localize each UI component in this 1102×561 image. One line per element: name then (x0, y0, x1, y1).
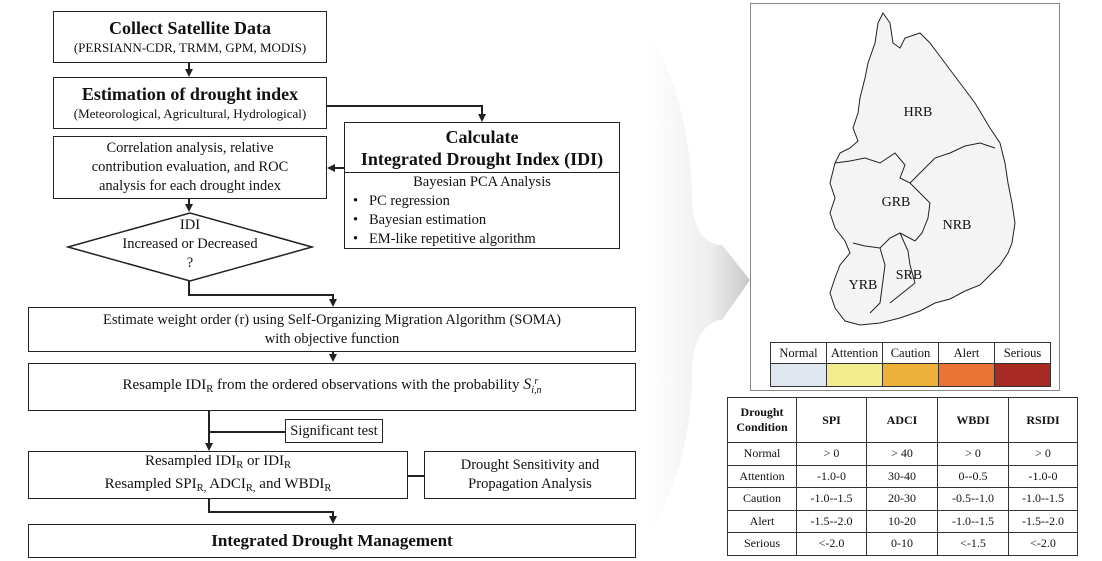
soma-line-2: with objective function (264, 330, 400, 347)
decision-line: IDI (179, 217, 201, 233)
table-row (728, 510, 1078, 533)
table-cell: Normal (728, 443, 797, 466)
resampled-box (28, 451, 408, 499)
estimation-drought-index-box (53, 77, 327, 129)
correlation-line: contribution evaluation, and ROC (91, 159, 289, 175)
table-cell: Caution (728, 488, 797, 511)
legend-swatch-attention (827, 364, 883, 387)
integrated-drought-management-box (28, 524, 636, 558)
resampled-line-1: Resampled $IDI_R$ or $IDI_R$ (144, 453, 292, 471)
table-cell: -1.0--1.5 (1009, 488, 1078, 511)
resampled-line-2: Resampled $SPI_{R,}$ $ADCI_{R,}$ and $WBDI_R$ (104, 476, 332, 494)
region-label: YRB (848, 278, 878, 293)
idi-calc-title-2: Integrated Drought Index (IDI) (360, 149, 604, 169)
connector (208, 411, 210, 443)
table-row (728, 533, 1078, 556)
arrow-down-icon (205, 443, 213, 451)
table-row (728, 465, 1078, 488)
estimation-subtitle: (Meteorological, Agricultural, Hydrological) (73, 106, 307, 121)
table-cell: > 0 (1009, 443, 1078, 466)
table-cell: <-1.5 (938, 533, 1009, 556)
soma-line-1: Estimate weight order (r) using Self-Organizing Migration Algorithm (SOMA) (102, 311, 562, 328)
table-cell: > 0 (797, 443, 867, 466)
significant-test-box (285, 419, 383, 443)
calculate-idi-box (344, 122, 620, 249)
sensitivity-analysis-box (424, 451, 636, 499)
management-title: Integrated Drought Management (211, 531, 453, 550)
table-row (728, 488, 1078, 511)
collect-title: Collect Satellite Data (109, 18, 271, 38)
table-cell: 30-40 (867, 465, 938, 488)
header-cell: SPI (797, 398, 867, 443)
korea-river-basins-map (750, 3, 1060, 338)
legend-label: Serious (995, 343, 1051, 364)
region-label: HRB (903, 105, 933, 120)
collect-subtitle: (PERSIANN-CDR, TRMM, GPM, MODIS) (73, 40, 307, 55)
header-cell: WBDI (938, 398, 1009, 443)
table-cell: 0-10 (867, 533, 938, 556)
bayesian-pca-heading: Bayesian PCA Analysis (413, 174, 551, 190)
idi-calc-title-1: Calculate (445, 127, 519, 147)
arrow-down-icon (329, 516, 337, 524)
estimation-title: Estimation of drought index (81, 84, 299, 104)
table-cell: -1.0-0 (1009, 465, 1078, 488)
table-cell: 10-20 (867, 510, 938, 533)
table-cell: -1.5--2.0 (1009, 510, 1078, 533)
sensitivity-line: Drought Sensitivity and (460, 457, 600, 473)
sensitivity-line: Propagation Analysis (468, 476, 592, 492)
bullet-item: • Bayesian estimation (353, 212, 487, 228)
resample-box (28, 363, 636, 411)
arrow-down-icon (478, 114, 486, 122)
decision-line: Increased or Decreased (122, 236, 258, 252)
decision-text (66, 216, 314, 273)
legend-label: Normal (771, 343, 827, 364)
region-label: GRB (881, 195, 911, 210)
arrow-down-icon (185, 69, 193, 77)
arrow-down-icon (185, 204, 193, 212)
bullet-item: • PC regression (353, 193, 450, 209)
table-cell: 0--0.5 (938, 465, 1009, 488)
table-header-row (728, 398, 1078, 443)
arrow-down-icon (329, 299, 337, 307)
region-label: NRB (942, 218, 972, 233)
legend-swatch-normal (771, 364, 827, 387)
legend-swatch-serious (995, 364, 1051, 387)
correlation-analysis-box (53, 136, 327, 199)
legend-label: Attention (827, 343, 883, 364)
legend-label: Alert (939, 343, 995, 364)
decision-line: ? (186, 255, 194, 271)
connector (208, 431, 285, 433)
collect-satellite-data-box (53, 11, 327, 63)
connector (188, 294, 333, 296)
legend-swatch-alert (939, 364, 995, 387)
connector (188, 281, 190, 295)
table-cell: Serious (728, 533, 797, 556)
header-cell: RSIDI (1009, 398, 1078, 443)
legend-label: Caution (883, 343, 939, 364)
table-cell: -1.0-0 (797, 465, 867, 488)
arrow-down-icon (329, 354, 337, 362)
table-cell: > 0 (938, 443, 1009, 466)
header-cell: ADCI (867, 398, 938, 443)
correlation-line: analysis for each drought index (98, 178, 281, 194)
connector (208, 511, 333, 513)
correlation-line: Correlation analysis, relative (106, 140, 274, 156)
connector (327, 105, 482, 107)
table-row (728, 443, 1078, 466)
map-legend (770, 342, 1051, 387)
resample-text: Resample $IDI_R$ from the ordered observations with the probability S r i,n (122, 375, 542, 396)
connector (408, 475, 424, 477)
table-cell: <-2.0 (1009, 533, 1078, 556)
bullet-item: • EM-like repetitive algorithm (353, 231, 536, 247)
table-cell: -0.5--1.0 (938, 488, 1009, 511)
legend-swatch-caution (883, 364, 939, 387)
table-cell: -1.0--1.5 (797, 488, 867, 511)
probability-symbol: S (523, 376, 532, 393)
table-cell: -1.0--1.5 (938, 510, 1009, 533)
region-label: SRB (895, 268, 923, 283)
table-cell: <-2.0 (797, 533, 867, 556)
significant-test-label: Significant test (290, 422, 378, 439)
table-cell: -1.5--2.0 (797, 510, 867, 533)
soma-box (28, 307, 636, 352)
table-cell: Alert (728, 510, 797, 533)
header-cell: Drought Condition (728, 398, 797, 443)
table-cell: Attention (728, 465, 797, 488)
table-cell: 20-30 (867, 488, 938, 511)
arrow-left-icon (327, 164, 335, 172)
table-cell: > 40 (867, 443, 938, 466)
drought-condition-table (727, 397, 1078, 556)
